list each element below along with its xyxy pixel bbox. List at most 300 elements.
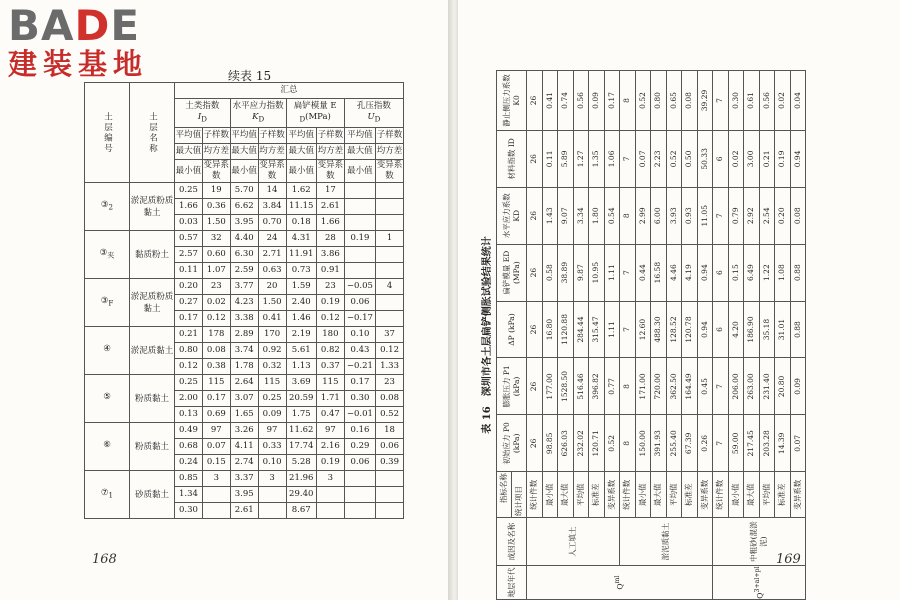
value-cell [258, 503, 286, 519]
value-cell: −0.05 [344, 279, 375, 295]
value-cell: 0.26 [697, 415, 713, 472]
value-cell: 170 [258, 327, 286, 343]
value-cell: 0.70 [258, 215, 286, 231]
param-header [286, 99, 344, 128]
param-symbol: K [252, 112, 259, 123]
table-15 [84, 82, 404, 519]
stat-label: 平均值 [286, 128, 316, 144]
stat-label: 均方差 [202, 144, 230, 160]
layer-name: 黏质粉土 [130, 231, 175, 279]
table-row [85, 375, 404, 391]
age-sup: ml [614, 575, 622, 584]
value-cell: 232.02 [573, 415, 589, 472]
value-cell: 1.43 [542, 187, 558, 244]
value-cell: −0.21 [344, 359, 375, 375]
value-cell: 12.60 [635, 301, 651, 358]
table-row [620, 71, 636, 600]
value-cell: 0.94 [697, 244, 713, 301]
value-cell: 0.19 [316, 455, 344, 471]
param-header [344, 99, 403, 128]
header-row [497, 71, 512, 600]
header-row [85, 83, 404, 99]
value-cell [344, 247, 375, 263]
value-cell: 0.45 [697, 358, 713, 415]
value-cell: 6 [713, 301, 729, 358]
value-cell [376, 215, 404, 231]
value-cell: 2.59 [230, 263, 258, 279]
value-cell: 4.31 [286, 231, 316, 247]
value-cell: 4.11 [230, 439, 258, 455]
value-cell: 3.07 [230, 391, 258, 407]
value-cell: 0.54 [604, 187, 620, 244]
param-subscript: D [374, 114, 381, 124]
value-cell: 120.71 [589, 415, 605, 472]
value-cell: 16.80 [542, 301, 558, 358]
value-cell: 0.08 [202, 343, 230, 359]
stat-header: 统计项目 [512, 472, 527, 518]
value-cell: 3.74 [230, 343, 258, 359]
value-cell: 206.00 [728, 358, 744, 415]
value-cell: 11.91 [286, 247, 316, 263]
stat-label: 标准差 [589, 472, 605, 518]
value-cell: 0.91 [316, 263, 344, 279]
value-cell: 178 [202, 327, 230, 343]
value-cell: 1.80 [589, 187, 605, 244]
layer-col-header: 土层编号 [85, 83, 130, 183]
value-cell: 2.57 [175, 247, 203, 263]
value-cell: 128.52 [666, 301, 682, 358]
value-cell: 19 [202, 183, 230, 199]
layer-code [85, 231, 130, 279]
value-cell: 396.82 [589, 358, 605, 415]
value-cell: 0.47 [316, 407, 344, 423]
group-header: 汇总 [175, 83, 404, 99]
value-cell: 1.11 [604, 244, 620, 301]
value-cell: 5.89 [558, 130, 574, 187]
value-cell: 0.17 [604, 71, 620, 131]
layer-code-main: ④ [103, 344, 111, 355]
logo [8, 1, 178, 81]
value-cell: 0.52 [604, 415, 620, 472]
value-cell: 315.47 [589, 301, 605, 358]
value-cell: 5.70 [230, 183, 258, 199]
stat-label: 变异系数 [604, 472, 620, 518]
value-cell: 11.62 [286, 423, 316, 439]
stat-label: 子样数 [316, 128, 344, 144]
value-cell: 0.41 [542, 71, 558, 131]
layer-name: 淤泥质黏土 [130, 327, 175, 375]
index-header: 指标名称 [497, 472, 512, 518]
soil-name: 中粗砂(混淤泥) [713, 518, 806, 566]
value-cell: −0.01 [344, 407, 375, 423]
stat-label: 平均值 [666, 472, 682, 518]
geologic-age [527, 566, 713, 600]
value-cell: 14 [258, 183, 286, 199]
value-cell: 488.30 [651, 301, 667, 358]
value-cell: 0.25 [175, 183, 203, 199]
value-cell: 3.69 [286, 375, 316, 391]
value-cell: 0.41 [258, 311, 286, 327]
value-cell: 26 [527, 301, 543, 358]
value-cell: 217.45 [744, 415, 760, 472]
age-main: Q [615, 583, 625, 590]
stat-label: 最小值 [286, 160, 316, 183]
value-cell: 115 [258, 375, 286, 391]
value-cell: 0.33 [258, 439, 286, 455]
value-cell: 171.00 [635, 358, 651, 415]
value-cell: 150.00 [635, 415, 651, 472]
layer-name: 粉质黏土 [130, 423, 175, 471]
value-cell: 0.25 [258, 391, 286, 407]
value-cell: 120.78 [682, 301, 698, 358]
value-cell [376, 183, 404, 199]
soil-name: 淤泥质黏土 [620, 518, 713, 566]
value-cell: 0.06 [376, 439, 404, 455]
stat-label: 最小值 [728, 472, 744, 518]
value-cell: 0.11 [175, 263, 203, 279]
value-cell: 0.08 [376, 391, 404, 407]
stat-label: 最小值 [230, 160, 258, 183]
value-cell: 0.04 [790, 71, 806, 131]
column-header: 初始应力 P0 (kPa) [497, 415, 527, 472]
soil-name: 人工填土 [527, 518, 620, 566]
value-cell: 2.19 [286, 327, 316, 343]
value-cell: 0.07 [790, 415, 806, 472]
value-cell: 3 [202, 471, 230, 487]
value-cell: 26 [527, 130, 543, 187]
value-cell: 1120.88 [558, 301, 574, 358]
column-header: 材料指数 ID [497, 130, 527, 187]
value-cell: 1.71 [316, 391, 344, 407]
name-col-header: 土层名称 [130, 83, 175, 183]
value-cell: 6.49 [744, 244, 760, 301]
stat-label: 最大值 [558, 472, 574, 518]
value-cell: 0.52 [666, 130, 682, 187]
value-cell: 0.30 [175, 503, 203, 519]
layer-code [85, 279, 130, 327]
value-cell: 0.38 [202, 359, 230, 375]
value-cell: 37 [376, 327, 404, 343]
value-cell: 6 [713, 130, 729, 187]
value-cell: 0.15 [202, 455, 230, 471]
value-cell: 0.68 [175, 439, 203, 455]
value-cell: 391.93 [651, 415, 667, 472]
stat-label: 统计件数 [713, 472, 729, 518]
value-cell: 0.19 [344, 231, 375, 247]
value-cell: 0.17 [175, 311, 203, 327]
layer-code-sub: F [108, 298, 114, 308]
value-cell: 1.50 [258, 295, 286, 311]
value-cell: 0.30 [728, 71, 744, 131]
table-row [85, 327, 404, 343]
value-cell: 0.08 [682, 71, 698, 131]
value-cell: 59.00 [728, 415, 744, 472]
value-cell: 8 [620, 71, 636, 131]
value-cell: 0.79 [728, 187, 744, 244]
age-header: 地层年代 [497, 566, 527, 600]
value-cell: 3.00 [744, 130, 760, 187]
table-row [713, 71, 729, 600]
value-cell: 2.74 [230, 455, 258, 471]
value-cell: 8 [620, 187, 636, 244]
value-cell [258, 487, 286, 503]
value-cell: 7 [713, 415, 729, 472]
layer-code [85, 375, 130, 423]
value-cell: 115 [316, 375, 344, 391]
value-cell: 0.17 [344, 375, 375, 391]
layer-code [85, 327, 130, 375]
value-cell: 0.15 [728, 244, 744, 301]
value-cell: 5.61 [286, 343, 316, 359]
value-cell: 4.46 [666, 244, 682, 301]
value-cell: 23 [376, 375, 404, 391]
value-cell [344, 487, 375, 503]
value-cell: 362.50 [666, 358, 682, 415]
value-cell [376, 311, 404, 327]
value-cell: −0.17 [344, 311, 375, 327]
value-cell: 0.82 [316, 343, 344, 359]
value-cell: 11.15 [286, 199, 316, 215]
stat-label: 平均值 [573, 472, 589, 518]
value-cell: 263.00 [744, 358, 760, 415]
value-cell: 0.02 [775, 71, 791, 131]
stat-label: 最小值 [175, 160, 203, 183]
value-cell: 0.21 [759, 130, 775, 187]
stat-label: 标准差 [775, 472, 791, 518]
stat-label: 统计件数 [620, 472, 636, 518]
value-cell [376, 247, 404, 263]
value-cell: 26 [527, 244, 543, 301]
value-cell: 0.39 [376, 455, 404, 471]
value-cell: 2.40 [286, 295, 316, 311]
value-cell: 3 [258, 471, 286, 487]
page-number: 169 [776, 552, 801, 567]
value-cell: 0.03 [175, 215, 203, 231]
layer-code-main: ⑥ [103, 440, 111, 451]
value-cell: 0.25 [175, 375, 203, 391]
value-cell: 0.52 [635, 71, 651, 131]
param-header [175, 99, 231, 128]
param-name: 水平应力指数 [232, 101, 284, 112]
table-title: 表 16 深圳市各土层扁铲侧胀试验结果统计 [482, 236, 493, 434]
layer-name: 淤泥质粉质黏土 [130, 279, 175, 327]
stat-label: 均方差 [316, 144, 344, 160]
value-cell: 0.27 [175, 295, 203, 311]
param-subscript: D [299, 114, 306, 124]
value-cell: 0.60 [202, 247, 230, 263]
geologic-age [713, 566, 806, 600]
value-cell: 0.32 [258, 359, 286, 375]
value-cell: 0.30 [344, 391, 375, 407]
value-cell: 0.12 [202, 311, 230, 327]
value-cell: 0.02 [728, 130, 744, 187]
value-cell: 186.90 [744, 301, 760, 358]
value-cell: 18 [376, 423, 404, 439]
stat-label: 平均值 [344, 128, 375, 144]
value-cell: 0.02 [202, 295, 230, 311]
value-cell: 8 [620, 415, 636, 472]
value-cell: 0.36 [202, 199, 230, 215]
value-cell: 0.52 [376, 407, 404, 423]
value-cell [376, 487, 404, 503]
stat-label: 平均值 [175, 128, 203, 144]
stat-label: 子样数 [258, 128, 286, 144]
value-cell: 2.71 [258, 247, 286, 263]
value-cell: 3.26 [230, 423, 258, 439]
value-cell [376, 471, 404, 487]
value-cell: 20 [258, 279, 286, 295]
value-cell: 3.38 [230, 311, 258, 327]
table-row [527, 71, 543, 600]
table-16-rotated [480, 70, 820, 600]
value-cell: 5.28 [286, 455, 316, 471]
value-cell: 0.94 [697, 301, 713, 358]
value-cell: 3.77 [230, 279, 258, 295]
value-cell: 10.95 [589, 244, 605, 301]
value-cell: 0.58 [542, 244, 558, 301]
value-cell: 0.43 [344, 343, 375, 359]
value-cell [316, 487, 344, 503]
value-cell: 1.62 [286, 183, 316, 199]
value-cell: 28 [316, 231, 344, 247]
layer-code-sub: 夹 [107, 250, 115, 260]
value-cell: 20.80 [775, 358, 791, 415]
value-cell: 0.56 [759, 71, 775, 131]
value-cell: 203.28 [759, 415, 775, 472]
value-cell: 0.09 [790, 358, 806, 415]
value-cell [344, 183, 375, 199]
stat-label: 变异系数 [203, 160, 230, 181]
value-cell: 1.07 [202, 263, 230, 279]
value-cell: 0.56 [573, 71, 589, 131]
value-cell: 24 [258, 231, 286, 247]
value-cell: 0.20 [175, 279, 203, 295]
value-cell: 2.61 [316, 199, 344, 215]
value-cell: 23 [316, 279, 344, 295]
value-cell: 26 [527, 71, 543, 131]
column-header: 水平应力系数 KD [497, 187, 527, 244]
value-cell: 0.12 [175, 359, 203, 375]
value-cell: 3.93 [666, 187, 682, 244]
value-cell: 0.11 [542, 130, 558, 187]
stat-label: 变异系数 [259, 160, 285, 181]
value-cell: 7 [713, 358, 729, 415]
column-header: 扁铲模量 ED (MPa) [497, 244, 527, 301]
logo-brand: BADE [8, 1, 141, 50]
value-cell: 26 [527, 415, 543, 472]
value-cell: 1.46 [286, 311, 316, 327]
value-cell: 0.08 [790, 187, 806, 244]
layer-code [85, 471, 130, 519]
table-16 [496, 70, 806, 600]
page-number: 168 [92, 552, 117, 567]
stat-label: 最小值 [542, 472, 558, 518]
layer-code-main: ⑤ [103, 392, 111, 403]
param-subscript: D [201, 114, 207, 124]
value-cell: 1.75 [286, 407, 316, 423]
value-cell: 0.85 [175, 471, 203, 487]
value-cell: 7 [620, 301, 636, 358]
layer-code-main: ③ [100, 200, 109, 211]
value-cell: 626.03 [558, 415, 574, 472]
value-cell: 0.21 [175, 327, 203, 343]
value-cell [376, 199, 404, 215]
stat-label: 统计件数 [527, 472, 543, 518]
value-cell: 0.50 [682, 130, 698, 187]
value-cell [316, 503, 344, 519]
value-cell: 50.33 [697, 130, 713, 187]
stat-label: 最大值 [175, 144, 203, 160]
value-cell: 97 [316, 423, 344, 439]
param-name: 扁铲模量 E [293, 101, 337, 112]
value-cell: 7 [713, 71, 729, 131]
table-row [85, 279, 404, 295]
value-cell: 0.61 [744, 71, 760, 131]
value-cell: 0.20 [775, 187, 791, 244]
value-cell: 0.49 [175, 423, 203, 439]
value-cell: 0.77 [604, 358, 620, 415]
value-cell [376, 263, 404, 279]
value-cell: 1.27 [573, 130, 589, 187]
value-cell: 2.99 [635, 187, 651, 244]
param-symbol: I [197, 112, 202, 123]
value-cell: 3 [316, 471, 344, 487]
value-cell [344, 263, 375, 279]
value-cell: 0.57 [175, 231, 203, 247]
stat-label: 平均值 [230, 128, 258, 144]
value-cell: 0.07 [202, 439, 230, 455]
value-cell: 1.65 [230, 407, 258, 423]
value-cell: 0.74 [558, 71, 574, 131]
value-cell: 98.85 [542, 415, 558, 472]
value-cell: 0.16 [344, 423, 375, 439]
stat-label: 子样数 [202, 128, 230, 144]
value-cell: 3.95 [230, 215, 258, 231]
value-cell: 0.19 [316, 295, 344, 311]
value-cell: 2.16 [316, 439, 344, 455]
value-cell: 23 [202, 279, 230, 295]
value-cell: 7 [620, 244, 636, 301]
value-cell: 0.93 [682, 187, 698, 244]
layer-code-main: ⑦ [100, 488, 109, 499]
value-cell: 0.12 [376, 343, 404, 359]
layer-code-main: ③ [100, 296, 109, 307]
value-cell: 0.29 [344, 439, 375, 455]
stat-label: 最大值 [230, 144, 258, 160]
stat-label: 最大值 [651, 472, 667, 518]
value-cell: 9.07 [558, 187, 574, 244]
stat-label: 标准差 [682, 472, 698, 518]
value-cell: 67.39 [682, 415, 698, 472]
stat-label: 子样数 [376, 128, 404, 144]
value-cell: 4 [376, 279, 404, 295]
value-cell: 0.80 [651, 71, 667, 131]
value-cell: 26 [527, 187, 543, 244]
layer-code-sub: 1 [108, 490, 114, 500]
value-cell: 8.67 [286, 503, 316, 519]
value-cell: 17.74 [286, 439, 316, 455]
param-name: 孔压指数 [356, 101, 391, 112]
value-cell: 0.19 [775, 130, 791, 187]
value-cell: 0.18 [286, 215, 316, 231]
value-cell [344, 215, 375, 231]
cause-header: 成因及名称 [497, 518, 527, 566]
value-cell: 6.00 [651, 187, 667, 244]
stat-label: 变异系数 [317, 160, 344, 181]
value-cell: 0.92 [258, 343, 286, 359]
value-cell: 0.94 [790, 130, 806, 187]
value-cell: 0.24 [175, 455, 203, 471]
